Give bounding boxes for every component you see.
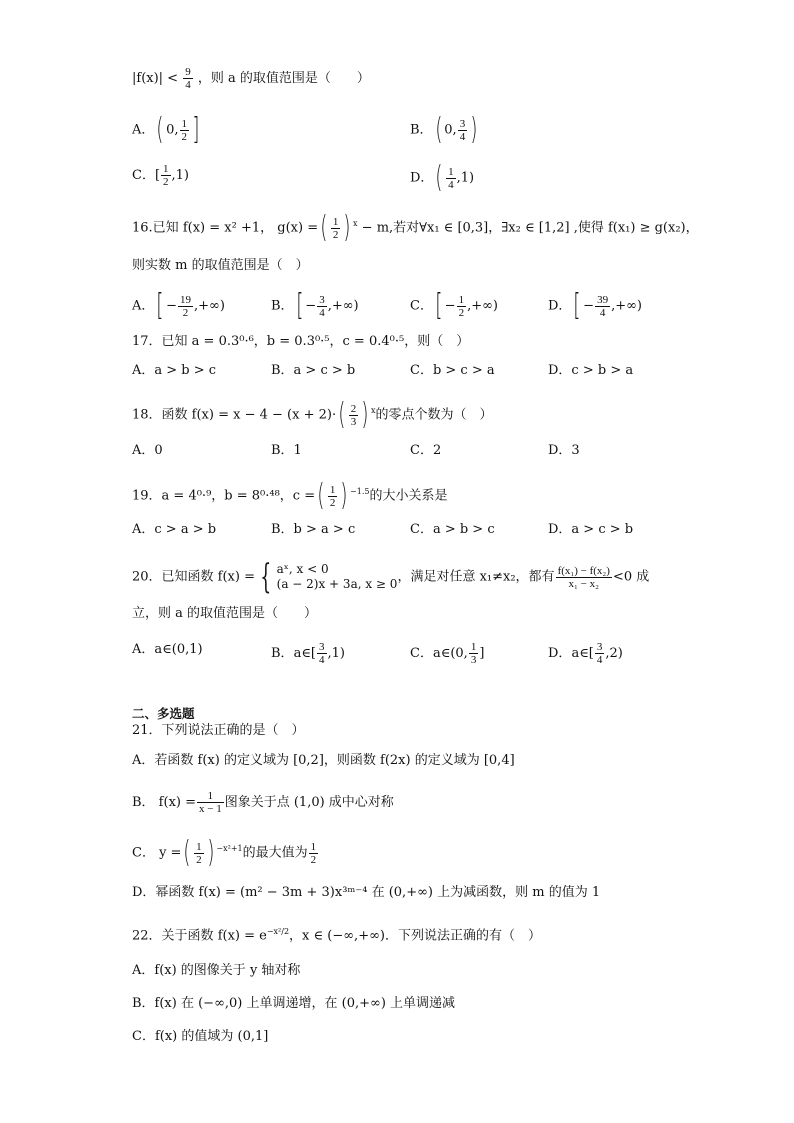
- q22-stem: 22．关于函数 $f(x) = e^{-x^2/2}$，x ∈ (−∞,+∞)．下列说法正确的有（ ）: [132, 927, 541, 944]
- q21-option-c: C． y =( $\frac{1}{2}$ ) $^{-x^2+1}$的最大值为 $\frac{1}{2}$: [132, 835, 317, 870]
- q20-option-a: A．a∈(0,1): [132, 642, 203, 657]
- q17-option-c: C．b > c > a: [410, 363, 495, 378]
- q17-option-a: A．a > b > c: [132, 363, 217, 378]
- q17-option-b: B．a > c > b: [271, 363, 356, 378]
- q20-option-d: D．a∈[ $\frac{3}{4}$ ,2): [548, 641, 623, 666]
- q20-stem: 20．已知函数 f(x) = { aˣ, x < 0 (a − 2)x + 3a, x ≥ 0 ，满足对任意 x₁≠x₂，都有 $\frac{\text{f(x₁) − f(x₂)}}{\text{x₁ − x₂}}$ <0 成: [132, 557, 650, 597]
- q21-option-d: D．幂函数 f(x) = (m² − 3m + 3)x³ᵐ⁻⁴ 在 (0,+∞) 上为减函数，则 m 的值为 1: [132, 885, 601, 900]
- q15-option-d: D．( $\frac{1}{4}$ ,1): [410, 160, 475, 195]
- q19-option-c: C．a > b > c: [410, 522, 495, 537]
- q18-option-d: D．3: [548, 443, 580, 458]
- q16-stem: 16.已知 f(x) = x² +1， g(x) =( $\frac{1}{2}$ ) $^x$ − m,若对∀x₁ ∈ [0,3]，∃x₂ ∈ [1,2] ,使得 f(x₁) ≥ g(x₂)，: [132, 210, 699, 245]
- q19-option-a: A．c > a > b: [132, 522, 217, 537]
- q15-question: ，则 a 的取值范围是（ ）: [197, 71, 370, 86]
- q18-stem: 18．函数 f(x) = x − 4 − (x + 2)·( $\frac{2}{3}$ ) $^x$的零点个数为（ ）: [132, 397, 493, 432]
- q16-option-d: D．[ − $\frac{39}{4}$ ,+∞): [548, 288, 642, 323]
- q16-option-b: B．[ − $\frac{3}{4}$ ,+∞): [271, 288, 359, 323]
- q20-stem-line2: 立，则 a 的取值范围是（ ）: [132, 606, 318, 621]
- q15-option-b: B．( 0, $\frac{3}{4}$ ): [410, 112, 478, 147]
- q18-option-b: B．1: [271, 443, 302, 458]
- q15-fraction: $\frac{9}{4}$: [185, 66, 191, 91]
- q17-stem: 17．已知 a = 0.3⁰·⁶，b = 0.3⁰·⁵，c = 0.4⁰·⁵，则（ ）: [132, 334, 470, 349]
- q15-option-a: A．( 0, $\frac{1}{2}$ ]: [132, 112, 200, 147]
- q16-option-c: C．[ − $\frac{1}{2}$ ,+∞): [410, 288, 499, 323]
- q15-stem-tail: [132, 66, 370, 91]
- q19-option-b: B．b > a > c: [271, 522, 356, 537]
- q22-option-b: B．f(x) 在 (−∞,0) 上单调递增，在 (0,+∞) 上单调递减: [132, 996, 456, 1011]
- q22-option-c: C．f(x) 的值域为 (0,1]: [132, 1029, 269, 1044]
- q17-option-d: D．c > b > a: [548, 363, 634, 378]
- q21-option-b: B． f(x) = $\frac{1}{x - 1}$ 图象关于点 (1,0) 成中心对称: [132, 790, 394, 815]
- q19-stem: 19．a = 4⁰·⁹，b = 8⁰·⁴⁸，c =( $\frac{1}{2}$ ) $^{-1.5}$的大小关系是: [132, 478, 448, 513]
- q16-stem-line2: 则实数 m 的取值范围是（ ）: [132, 258, 309, 273]
- q21-stem: 21．下列说法正确的是（ ）: [132, 723, 305, 738]
- q18-option-a: A．0: [132, 443, 163, 458]
- q18-option-c: C．2: [410, 443, 442, 458]
- q16-option-a: A．[ − $\frac{19}{2}$ ,+∞): [132, 288, 225, 323]
- q19-option-d: D．a > c > b: [548, 522, 634, 537]
- q22-option-a: A．f(x) 的图像关于 y 轴对称: [132, 963, 301, 978]
- q15-option-c: C．[ $\frac{1}{2}$ ,1): [132, 163, 190, 188]
- section-title-multiple-choice: 二、多选题: [132, 706, 195, 721]
- q21-option-a: A．若函数 f(x) 的定义域为 [0,2]，则函数 f(2x) 的定义域为 [0,4]: [132, 753, 515, 768]
- q20-option-c: C．a∈(0, $\frac{1}{3}$ ]: [410, 641, 485, 666]
- q20-option-b: B．a∈[ $\frac{3}{4}$ ,1): [271, 641, 345, 666]
- q15-abs: |f(x)| <: [132, 71, 179, 86]
